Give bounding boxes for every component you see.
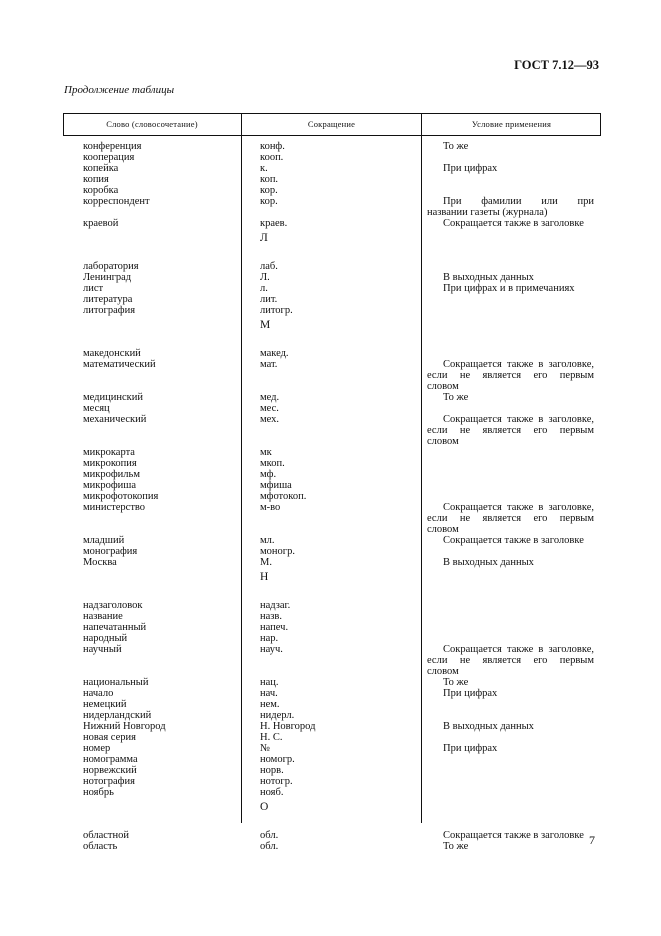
abbreviation-cell: кор.: [260, 196, 278, 207]
word-cell: медицинский: [83, 392, 143, 403]
word-cell: нотография: [83, 776, 135, 787]
condition-line: То же: [443, 141, 469, 152]
abbreviation-table: [63, 113, 601, 852]
section-letter: М: [260, 319, 271, 331]
abbreviation-cell: напеч.: [260, 622, 289, 633]
condition-cell: [427, 272, 594, 283]
word-cell: номограмма: [83, 754, 138, 765]
abbreviation-cell: кор.: [260, 185, 278, 196]
word-cell: лист: [83, 283, 104, 294]
condition-line: Сокращается также в заголовке: [443, 535, 584, 546]
abbreviation-cell: надзаг.: [260, 600, 291, 611]
condition-cell: [427, 218, 594, 229]
word-cell: микрофильм: [83, 469, 140, 480]
condition-line: словом: [427, 666, 459, 677]
abbreviation-cell: литогр.: [260, 305, 293, 316]
word-cell: немецкий: [83, 699, 127, 710]
word-cell: микрофотокопия: [83, 491, 159, 502]
abbreviation-cell: Н. Новгород: [260, 721, 316, 732]
abbreviation-cell: Н. С.: [260, 732, 283, 743]
condition-line: Сокращается также в заголовке,: [443, 414, 594, 425]
condition-line: если не является его первым: [427, 513, 594, 524]
abbreviation-cell: мл.: [260, 535, 275, 546]
condition-cell: [427, 283, 594, 294]
word-cell: ноябрь: [83, 787, 114, 798]
word-cell: микрофиша: [83, 480, 137, 491]
condition-line: Сокращается также в заголовке: [443, 218, 584, 229]
condition-cell: [427, 502, 594, 535]
section-letter: Н: [260, 571, 269, 583]
abbreviation-cell: нем.: [260, 699, 280, 710]
condition-cell: [427, 721, 594, 732]
word-cell: научный: [83, 644, 122, 655]
word-cell: конференция: [83, 141, 142, 152]
condition-line: При цифрах и в примечаниях: [443, 283, 575, 294]
condition-cell: [427, 535, 594, 546]
abbreviation-cell: краев.: [260, 218, 288, 229]
word-cell: народный: [83, 633, 128, 644]
section-letter: Л: [260, 232, 268, 244]
condition-cell: [427, 841, 594, 852]
abbreviation-cell: мфиша: [260, 480, 292, 491]
word-cell: новая серия: [83, 732, 136, 743]
header-bottom-border: [63, 135, 601, 136]
abbreviation-cell: мат.: [260, 359, 278, 370]
abbreviation-cell: мес.: [260, 403, 279, 414]
condition-cell: [427, 392, 594, 403]
word-cell: Москва: [83, 557, 117, 568]
abbreviation-cell: лит.: [260, 294, 278, 305]
abbreviation-cell: мф.: [260, 469, 277, 480]
abbreviation-cell: кооп.: [260, 152, 284, 163]
abbreviation-cell: нотогр.: [260, 776, 293, 787]
table-caption: Продолжение таблицы: [64, 84, 175, 96]
condition-line: если не является его первым: [427, 655, 594, 666]
word-cell: корреспондент: [83, 196, 150, 207]
abbreviation-cell: конф.: [260, 141, 285, 152]
abbreviation-cell: нач.: [260, 688, 278, 699]
condition-cell: [427, 830, 594, 841]
word-cell: министерство: [83, 502, 146, 513]
condition-cell: [427, 557, 594, 568]
condition-line: При цифрах: [443, 688, 498, 699]
word-cell: Ленинград: [83, 272, 132, 283]
condition-line: словом: [427, 381, 459, 392]
word-cell: Нижний Новгород: [83, 721, 166, 732]
word-cell: областной: [83, 830, 129, 841]
section-letter: О: [260, 801, 269, 813]
abbreviation-cell: коп.: [260, 174, 279, 185]
word-cell: механический: [83, 414, 147, 425]
abbreviation-cell: М.: [260, 557, 272, 568]
word-cell: краевой: [83, 218, 119, 229]
abbreviation-cell: норв.: [260, 765, 284, 776]
condition-cell: [427, 414, 594, 447]
abbreviation-cell: обл.: [260, 841, 279, 852]
page-number: 7: [589, 833, 595, 847]
abbreviation-cell: нояб.: [260, 787, 284, 798]
word-cell: надзаголовок: [83, 600, 143, 611]
condition-line: Сокращается также в заголовке: [443, 830, 584, 841]
abbreviation-cell: назв.: [260, 611, 283, 622]
document-code: ГОСТ 7.12—93: [514, 58, 599, 72]
condition-cell: [427, 196, 594, 218]
word-cell: младший: [83, 535, 125, 546]
column-divider-1: [241, 113, 242, 823]
abbreviation-cell: моногр.: [260, 546, 295, 557]
condition-cell: [427, 677, 594, 688]
condition-line: При фамилии или при: [443, 196, 594, 207]
abbreviation-cell: науч.: [260, 644, 283, 655]
condition-cell: [427, 359, 594, 392]
condition-line: В выходных данных: [443, 272, 534, 283]
condition-line: словом: [427, 436, 459, 447]
word-cell: македонский: [83, 348, 141, 359]
condition-cell: [427, 644, 594, 677]
condition-line: При цифрах: [443, 163, 498, 174]
condition-cell: [427, 141, 594, 152]
word-cell: название: [83, 611, 123, 622]
abbreviation-cell: м-во: [260, 502, 281, 513]
abbreviation-cell: макед.: [260, 348, 289, 359]
word-cell: монография: [83, 546, 138, 557]
word-cell: нидерландский: [83, 710, 152, 721]
column-header-abbreviation: Сокращение: [307, 119, 356, 129]
abbreviation-cell: мед.: [260, 392, 280, 403]
condition-line: Сокращается также в заголовке,: [443, 359, 594, 370]
column-header-word: Слово (словосочетание): [106, 119, 198, 129]
condition-line: То же: [443, 841, 469, 852]
condition-line: словом: [427, 524, 459, 535]
word-cell: микрокарта: [83, 447, 135, 458]
condition-line: В выходных данных: [443, 557, 534, 568]
condition-line: То же: [443, 677, 469, 688]
abbreviation-cell: номогр.: [260, 754, 295, 765]
abbreviation-cell: мех.: [260, 414, 280, 425]
word-cell: начало: [83, 688, 114, 699]
abbreviation-cell: нац.: [260, 677, 279, 688]
condition-line: Сокращается также в заголовке,: [443, 502, 594, 513]
abbreviation-cell: нидерл.: [260, 710, 295, 721]
word-cell: кооперация: [83, 152, 135, 163]
condition-cell: [427, 743, 594, 754]
abbreviation-cell: Л.: [260, 272, 270, 283]
column-divider-2: [421, 113, 422, 823]
condition-line: если не является его первым: [427, 370, 594, 381]
word-cell: копейка: [83, 163, 119, 174]
condition-line: если не является его первым: [427, 425, 594, 436]
abbreviation-cell: №: [260, 743, 271, 754]
word-cell: копия: [83, 174, 109, 185]
word-cell: лаборатория: [83, 261, 139, 272]
condition-cell: [427, 688, 594, 699]
abbreviation-cell: мк: [260, 447, 272, 458]
word-cell: математический: [83, 359, 156, 370]
condition-line: То же: [443, 392, 469, 403]
word-cell: напечатанный: [83, 622, 147, 633]
word-cell: национальный: [83, 677, 149, 688]
word-cell: область: [83, 841, 118, 852]
condition-line: При цифрах: [443, 743, 498, 754]
word-cell: микрокопия: [83, 458, 137, 469]
condition-cell: [427, 163, 594, 174]
abbreviation-cell: л.: [260, 283, 268, 294]
abbreviation-cell: мфотокоп.: [260, 491, 307, 502]
condition-line: названии газеты (журнала): [427, 207, 548, 218]
condition-line: В выходных данных: [443, 721, 534, 732]
column-header-condition: Условие применения: [471, 119, 552, 129]
abbreviation-cell: нар.: [260, 633, 279, 644]
abbreviation-cell: обл.: [260, 830, 279, 841]
word-cell: номер: [83, 743, 111, 754]
word-cell: норвежский: [83, 765, 137, 776]
condition-line: Сокращается также в заголовке,: [443, 644, 594, 655]
abbreviation-cell: к.: [260, 163, 268, 174]
word-cell: литература: [83, 294, 133, 305]
word-cell: месяц: [83, 403, 110, 414]
word-cell: литография: [83, 305, 136, 316]
abbreviation-cell: мкоп.: [260, 458, 285, 469]
word-cell: коробка: [83, 185, 119, 196]
abbreviation-cell: лаб.: [260, 261, 278, 272]
